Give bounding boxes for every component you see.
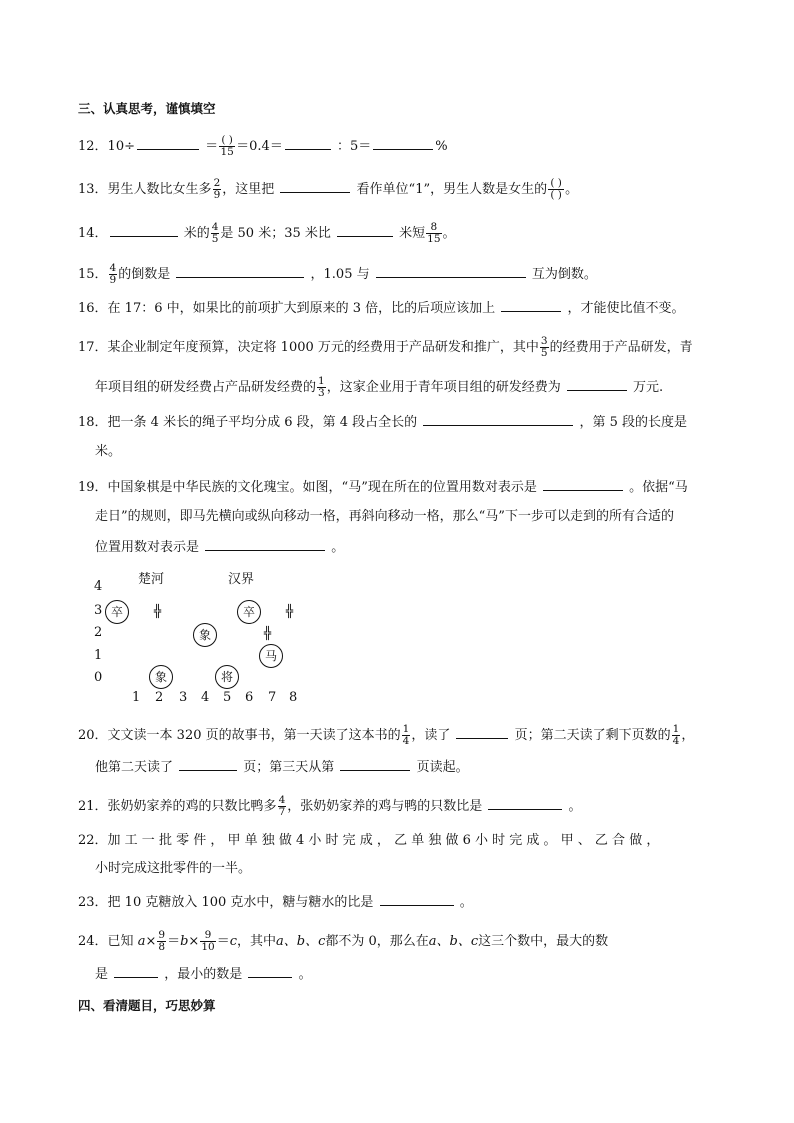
question-24: 24．已知 a× $\frac{9}{8}$ ＝b× $\frac{9}{10}$ ＝c，其中a、b、c都不为 0，那么在a、b、c这三个数中，最大的数 (78, 929, 609, 953)
x-label: 8 (289, 690, 298, 705)
fraction: $\frac{( )}{15}$ (220, 134, 234, 158)
fraction: $\frac{1}{4}$ (402, 723, 410, 747)
fraction: $\frac{1}{3}$ (318, 375, 325, 399)
answer-blank[interactable] (280, 180, 350, 193)
fraction: $\frac{4}{5}$ (211, 221, 219, 245)
position-mark: ╬ (264, 626, 271, 640)
answer-blank[interactable] (176, 265, 304, 278)
answer-blank[interactable] (501, 299, 561, 312)
answer-blank[interactable] (380, 893, 454, 906)
question-number: 21． (78, 799, 108, 814)
answer-blank[interactable] (567, 378, 627, 391)
fraction: $\frac{3}{5}$ (540, 335, 548, 359)
question-15: 15． $\frac{4}{9}$ 的倒数是 ，1.05 与 互为倒数。 (78, 262, 597, 286)
question-number: 13． (78, 182, 108, 197)
question-20-cont: 他第二天读了 页；第三天从第 页读起。 (95, 760, 469, 775)
x-label: 5 (223, 690, 232, 705)
question-number: 24． (78, 934, 108, 949)
fraction: $\frac{4}{9}$ (109, 262, 117, 286)
x-label: 6 (245, 690, 254, 705)
fraction: $\frac{1}{4}$ (672, 723, 680, 747)
answer-blank[interactable] (114, 965, 158, 978)
question-number: 15． (78, 267, 108, 282)
fraction: $\frac{( )}{( )}$ (548, 178, 564, 201)
question-22: 22．加 工 一 批 零 件 ， 甲 单 独 做 4 小 时 完 成 ， 乙 单 独 做 6 小 时 完 成 。 甲 、 乙 合 做 ， (78, 833, 660, 848)
fraction: $\frac{9}{8}$ (158, 929, 166, 953)
x-label: 3 (179, 690, 188, 705)
y-label: 2 (94, 625, 103, 640)
question-number: 17． (78, 340, 108, 355)
piece-jiang: 将 (215, 665, 239, 689)
answer-blank[interactable] (340, 758, 410, 771)
answer-blank[interactable] (110, 224, 178, 237)
answer-blank[interactable] (456, 726, 508, 739)
question-number: 16． (78, 301, 108, 316)
x-label: 7 (268, 690, 277, 705)
question-number: 22． (78, 833, 108, 848)
question-13: 13．男生人数比女生多 $\frac{2}{9}$ ，这里把 看作单位“1”，男生人数是女生的 $\frac{( )}{( )}$ 。 (78, 177, 579, 201)
piece-zu: 卒 (237, 600, 261, 624)
question-20: 20．文文读一本 320 页的故事书，第一天读了这本书的 $\frac{1}{4}$ ，读了 页；第二天读了剩下页数的 $\frac{1}{4}$ ， (78, 723, 695, 747)
question-number: 12． (78, 139, 108, 154)
question-number: 23． (78, 895, 108, 910)
fraction: $\frac{4}{7}$ (278, 794, 286, 818)
question-16: 16．在 17：6 中，如果比的前项扩大到原来的 3 倍，比的后项应该加上 ，才能使比值不变。 (78, 301, 685, 316)
question-18: 18．把一条 4 米长的绳子平均分成 6 段，第 4 段占全长的 ，第 5 段的长度是 (78, 415, 687, 430)
section-3-heading: 三、认真思考，谨慎填空 (78, 101, 216, 116)
question-24-cont: 是 ，最小的数是 。 (95, 967, 312, 982)
x-label: 4 (201, 690, 210, 705)
answer-blank[interactable] (137, 137, 199, 150)
answer-blank[interactable] (376, 265, 526, 278)
fraction: $\frac{9}{10}$ (201, 929, 215, 953)
question-number: 14． (78, 226, 108, 241)
answer-blank[interactable] (205, 538, 325, 551)
answer-blank[interactable] (543, 478, 623, 491)
y-label: 0 (94, 670, 103, 685)
question-19: 19．中国象棋是中华民族的文化瑰宝。如图，“马”现在所在的位置用数对表示是 。依据“马 (78, 480, 688, 495)
question-22-cont: 小时完成这批零件的一半。 (95, 861, 252, 876)
x-label: 2 (155, 690, 164, 705)
answer-blank[interactable] (423, 413, 573, 426)
river-label-left: 楚河 (138, 572, 165, 587)
piece-ma: 马 (259, 644, 283, 668)
question-17-cont: 年项目组的研发经费占产品研发经费的 $\frac{1}{3}$ ，这家企业用于青年项目组的研发经费为 万元. (95, 375, 664, 399)
fraction: $\frac{8}{15}$ (427, 221, 441, 245)
position-mark: ╬ (286, 604, 293, 618)
answer-blank[interactable] (488, 797, 562, 810)
question-number: 19． (78, 480, 108, 495)
question-18-cont: 米。 (95, 444, 122, 459)
fraction: $\frac{2}{9}$ (213, 177, 221, 201)
section-4-heading: 四、看清题目，巧思妙算 (78, 998, 216, 1013)
y-label: 1 (94, 648, 103, 663)
answer-blank[interactable] (285, 137, 331, 150)
question-19-cont2: 位置用数对表示是 。 (95, 540, 345, 555)
question-14: 14． 米的 $\frac{4}{5}$ 是 50 米；35 米比 米短 $\frac{8}{15}$ 。 (78, 221, 456, 245)
question-21: 21．张奶奶家养的鸡的只数比鸭多 $\frac{4}{7}$ ，张奶奶家养的鸡与鸭的只数比是 。 (78, 794, 582, 818)
river-label-right: 汉界 (228, 572, 255, 587)
y-label: 3 (94, 603, 103, 618)
y-label: 4 (94, 579, 103, 594)
question-19-cont: 走日”的规则，即马先横向或纵向移动一格，再斜向移动一格，那么“马”下一步可以走到的所有合适的 (95, 509, 674, 524)
question-23: 23．把 10 克糖放入 100 克水中，糖与糖水的比是 。 (78, 895, 473, 910)
question-12: 12．10÷ ＝ $\frac{( )}{15}$ ＝0.4＝ ：5＝ % (78, 134, 448, 158)
answer-blank[interactable] (373, 137, 433, 150)
position-mark: ╬ (154, 604, 161, 618)
x-label: 1 (132, 690, 141, 705)
answer-blank[interactable] (337, 224, 393, 237)
piece-xiang: 象 (193, 623, 217, 647)
chess-board-diagram (92, 560, 312, 710)
question-17: 17．某企业制定年度预算，决定将 1000 万元的经费用于产品研发和推广，其中 $\frac{3}{5}$ 的经费用于产品研发，青 (78, 335, 693, 359)
answer-blank[interactable] (179, 758, 237, 771)
piece-xiang: 象 (149, 665, 173, 689)
piece-zu: 卒 (105, 600, 129, 624)
answer-blank[interactable] (248, 965, 292, 978)
question-number: 20． (78, 728, 108, 743)
question-number: 18． (78, 415, 108, 430)
